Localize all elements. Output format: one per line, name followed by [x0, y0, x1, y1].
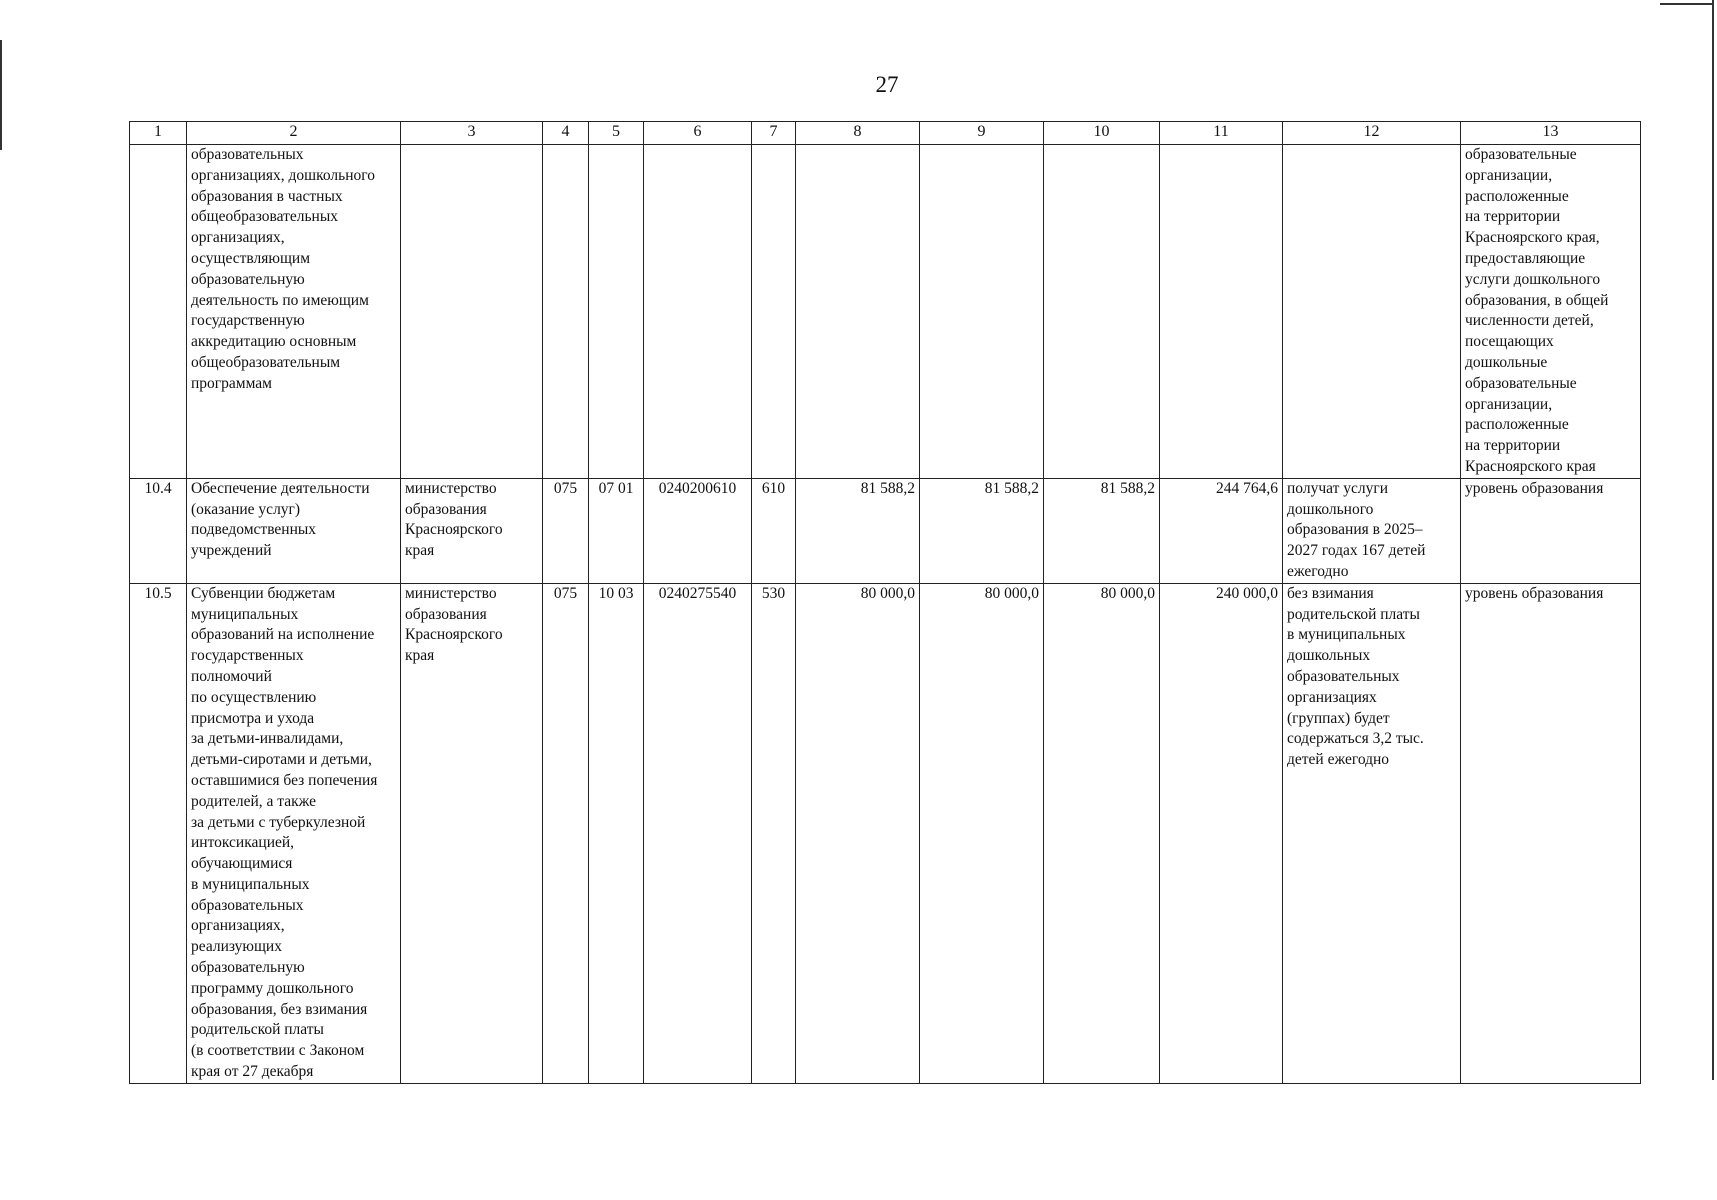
code-csr [644, 145, 752, 479]
row-number: 10.4 [130, 478, 187, 583]
header-col-1: 1 [130, 122, 187, 145]
indicator: уровень образования [1461, 583, 1641, 1083]
code-vr: 530 [752, 583, 796, 1083]
header-col-2: 2 [187, 122, 401, 145]
measure-name: образовательных организациях, дошкольного образования в частных общеобразовательных организациях, осуществляющим образовательную деятельность по имеющим государственную аккредитацию основным общеобразовательным программам [187, 145, 401, 479]
code-rzpr [589, 145, 644, 479]
expected-result: получат услуги дошкольного образования в 2025– 2027 годах 167 детей ежегодно [1283, 478, 1461, 583]
header-col-4: 4 [543, 122, 589, 145]
header-col-6: 6 [644, 122, 752, 145]
amount-year-3: 81 588,2 [1044, 478, 1160, 583]
responsible-body [401, 145, 543, 479]
row-number [130, 145, 187, 479]
amount-year-1: 81 588,2 [796, 478, 920, 583]
header-col-7: 7 [752, 122, 796, 145]
header-col-11: 11 [1160, 122, 1283, 145]
measure-name: Обеспечение деятельности (оказание услуг) подведомственных учреждений [187, 478, 401, 583]
code-csr: 0240200610 [644, 478, 752, 583]
scan-edge-mark-top-right [1660, 3, 1712, 5]
header-col-13: 13 [1461, 122, 1641, 145]
amount-total [1160, 145, 1283, 479]
header-col-5: 5 [589, 122, 644, 145]
code-csr: 0240275540 [644, 583, 752, 1083]
table-row [130, 478, 1641, 583]
expected-result [1283, 145, 1461, 479]
expected-result: без взимания родительской платы в муниципальных дошкольных образовательных организациях (группах) будет содержаться 3,2 тыс. детей ежегодно [1283, 583, 1461, 1083]
code-vr: 610 [752, 478, 796, 583]
table-row [130, 145, 1641, 479]
code-rzpr: 10 03 [589, 583, 644, 1083]
code-vr [752, 145, 796, 479]
amount-year-3: 80 000,0 [1044, 583, 1160, 1083]
amount-year-2 [920, 145, 1044, 479]
indicator: образовательные организации, расположенные на территории Красноярского края, предоставляющие услуги дошкольного образования, в общей численности детей, посещающих дошкольные образовательные организации, расположенные на территории Красноярского края [1461, 145, 1641, 479]
amount-total: 244 764,6 [1160, 478, 1283, 583]
amount-year-3 [1044, 145, 1160, 479]
header-col-12: 12 [1283, 122, 1461, 145]
amount-year-2: 80 000,0 [920, 583, 1044, 1083]
amount-year-1: 80 000,0 [796, 583, 920, 1083]
amount-total: 240 000,0 [1160, 583, 1283, 1083]
code-rzpr: 07 01 [589, 478, 644, 583]
amount-year-1 [796, 145, 920, 479]
header-col-3: 3 [401, 122, 543, 145]
page-number: 27 [875, 72, 899, 97]
responsible-body: министерство образования Красноярского края [401, 478, 543, 583]
row-number: 10.5 [130, 583, 187, 1083]
code-grbs: 075 [543, 478, 589, 583]
responsible-body: министерство образования Красноярского края [401, 583, 543, 1083]
header-col-10: 10 [1044, 122, 1160, 145]
header-row [130, 122, 1641, 145]
code-grbs: 075 [543, 583, 589, 1083]
code-grbs [543, 145, 589, 479]
table-row [130, 583, 1641, 1083]
indicator: уровень образования [1461, 478, 1641, 583]
header-col-8: 8 [796, 122, 920, 145]
measure-name: Субвенции бюджетам муниципальных образований на исполнение государственных полномочий по осуществлению присмотра и ухода за детьми-инвалидами, детьми-сиротами и детьми, оставшимися без попечения родителей, а также за детьми с туберкулезной интоксикацией, обучающимися в муниципальных образовательных организациях, реализующих образовательную программу дошкольного образования, без взимания родительской платы (в соответствии с Законом края от 27 декабря [187, 583, 401, 1083]
budget-table [129, 121, 1641, 1084]
amount-year-2: 81 588,2 [920, 478, 1044, 583]
header-col-9: 9 [920, 122, 1044, 145]
scan-edge-mark-right [1712, 0, 1714, 1080]
